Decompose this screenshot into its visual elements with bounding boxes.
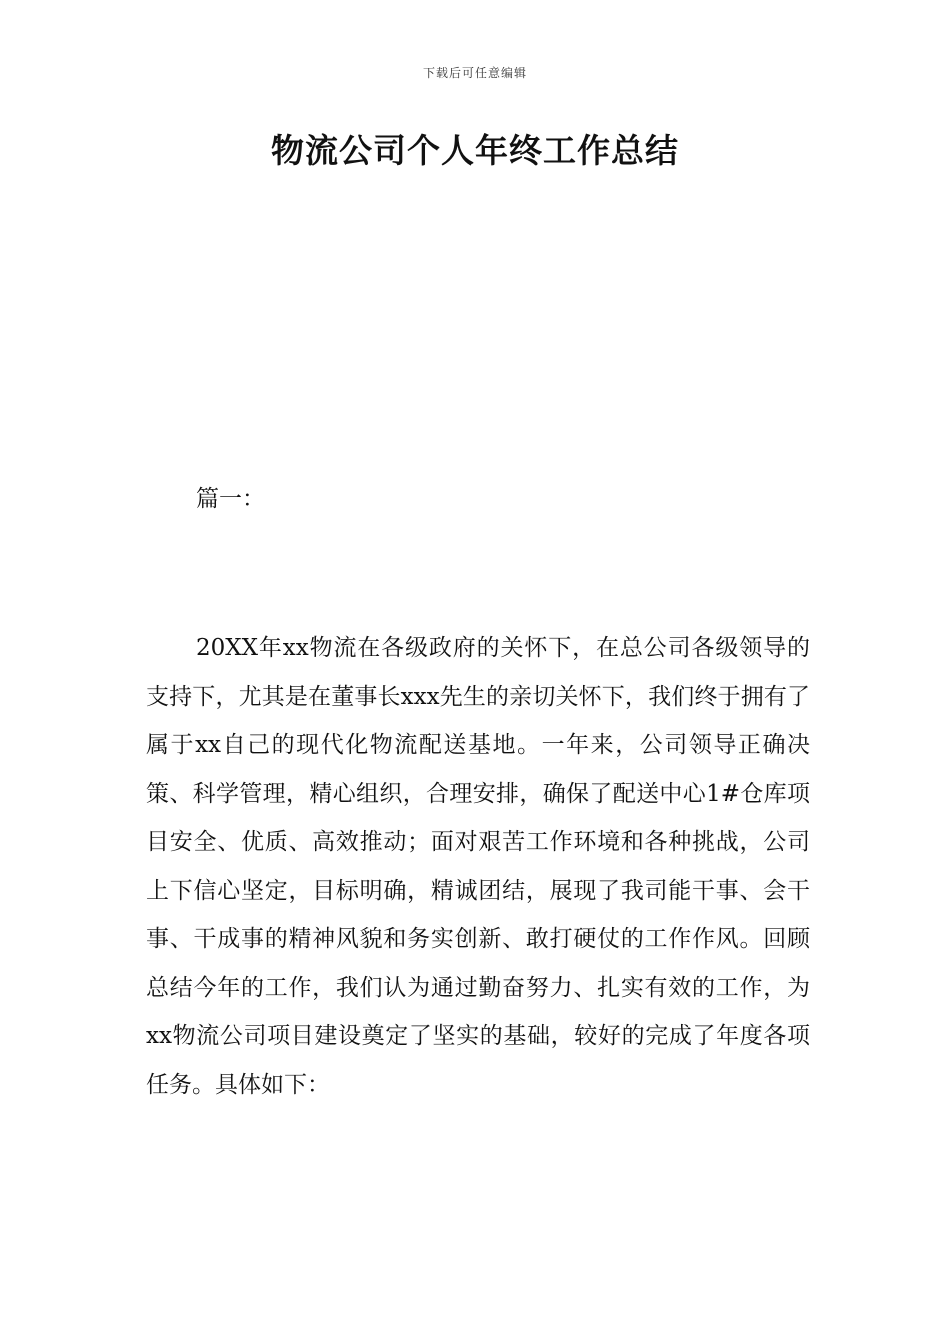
header-note: 下载后可任意编辑 [422,66,527,80]
body-paragraph: 20XX年xx物流在各级政府的关怀下，在总公司各级领导的支持下，尤其是在董事长xxx先生的亲切关怀下，我们终于拥有了属于xx自己的现代化物流配送基地。一年来，公司领导正确决策、科学管理，精心组织，合理安排，确保了配送中心1#仓库项目安全、优质、高效推动；面对艰苦工作环境和各种挑战，公司上下信心坚定，目标明确，精诚团结，展现了我司能干事、会干事、干成事的精神风貌和务实创新、敢打硬仗的工作作风。回顾总结今年的工作，我们认为通过勤奋努力、扎实有效的工作，为xx物流公司项目建设奠定了坚实的基础，较好的完成了年度各项任务。具体如下： [146,635,810,1098]
page-title: 物流公司个人年终工作总结 [271,131,679,170]
section-label: 篇一： [196,486,265,512]
